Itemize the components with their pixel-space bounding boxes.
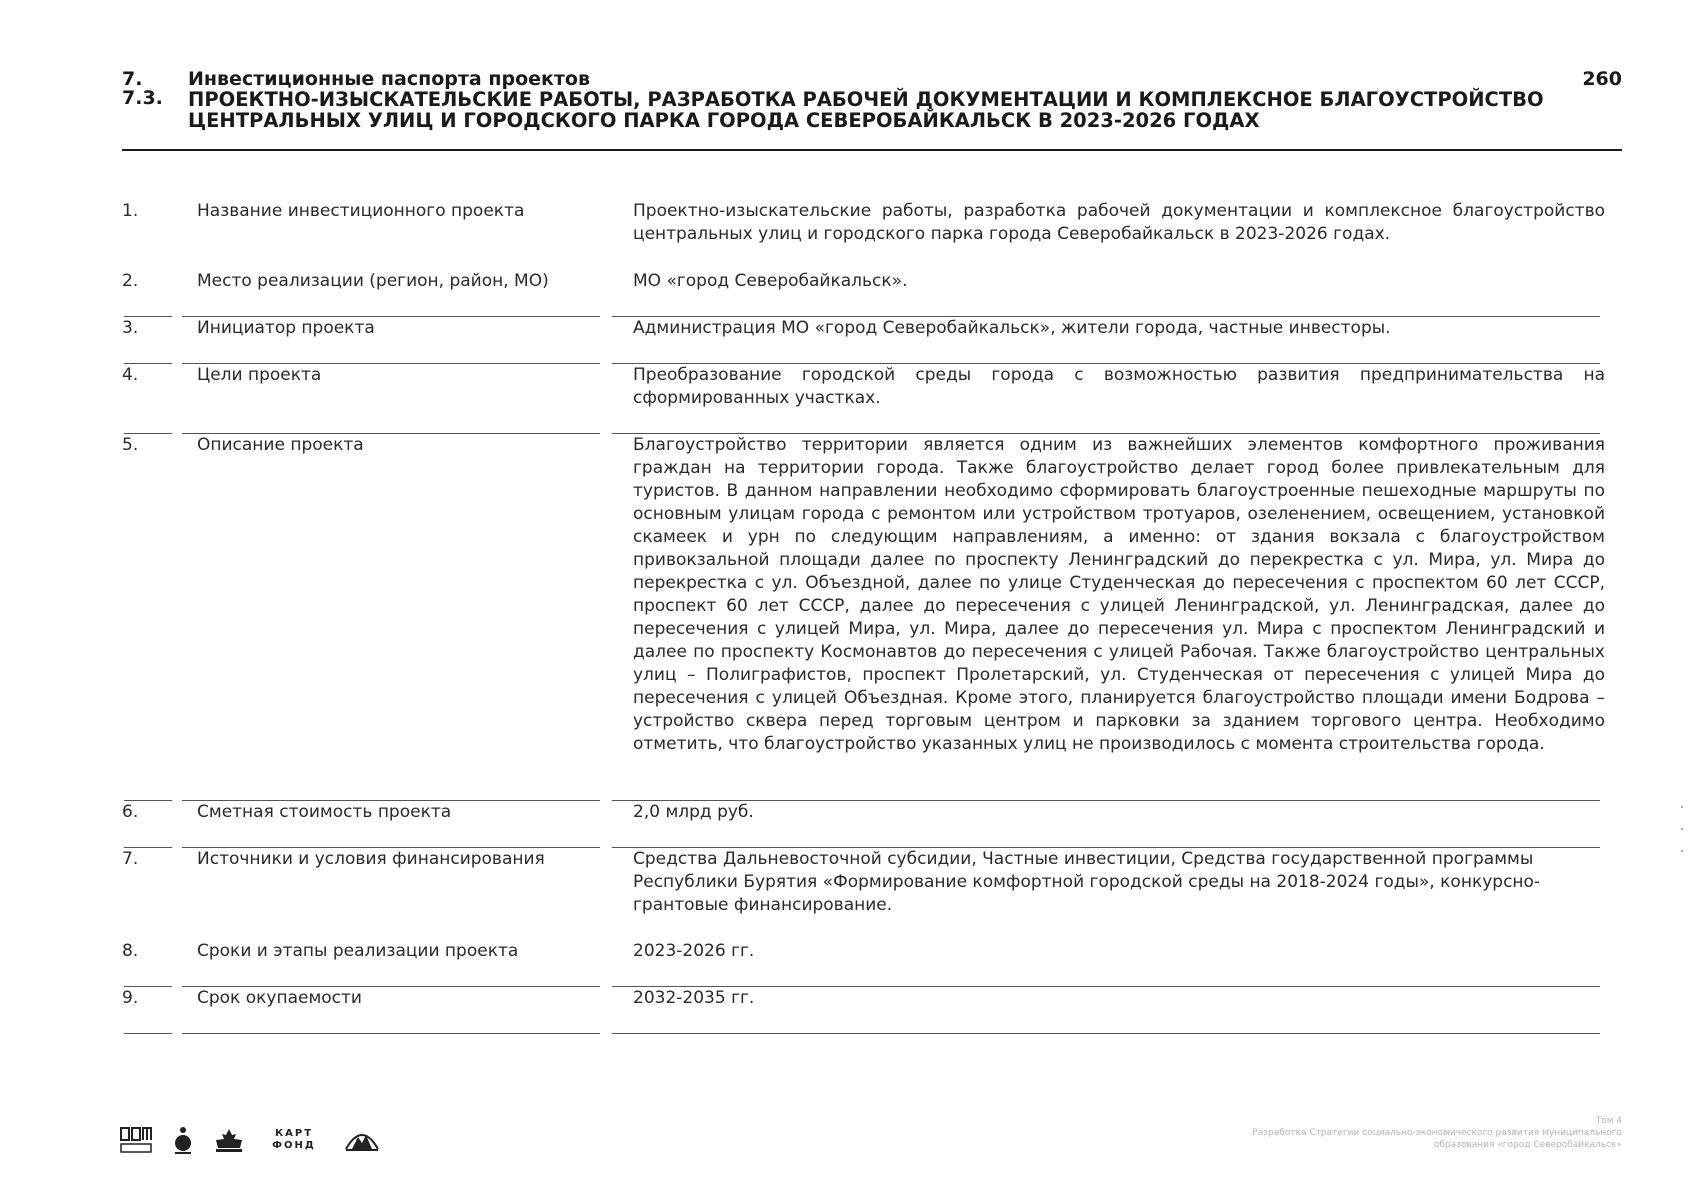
tick-mark [1681,850,1683,852]
table-row [122,364,1605,434]
subsection-title: ПРОЕКТНО-ИЗЫСКАТЕЛЬСКИЕ РАБОТЫ, РАЗРАБОТКА РАБОЧЕЙ ДОКУМЕНТАЦИИ И КОМПЛЕКСНОЕ БЛАГОУСТРОЙСТВО ЦЕНТРАЛЬНЫХ УЛИЦ И ГОРОДСКОГО ПАРКА ГОРОДА СЕВЕРОБАЙКАЛЬСК В 2023-2026 ГОДАХ [188,88,1544,132]
subsection-number: 7.3. [122,87,163,109]
document-footer [1202,1115,1622,1151]
section-heading [122,70,1622,89]
section-number: 7. [122,68,143,90]
table-row [122,987,1600,1034]
row-number: 3. [122,318,139,338]
row-label: Инициатор проекта [197,318,375,338]
table-row [122,848,1600,940]
row-number: 9. [122,988,139,1008]
row-value: МО «город Северобайкальск». [633,271,908,291]
row-value: Преобразование городской среды города с возможностью развития предпринимательства на сформированных участках. [633,365,1605,408]
table-row [122,200,1605,270]
bird-emblem-icon [214,1126,244,1154]
table-row [122,317,1600,364]
row-label: Описание проекта [197,435,364,455]
table-row [122,434,1605,801]
table-row [122,270,1600,317]
oom-logo-icon [120,1125,152,1155]
mountain-emblem-mark [344,1125,380,1155]
tick-mark [1681,828,1683,830]
row-number: 8. [122,941,139,961]
partner-logos [120,1125,380,1155]
row-label: Место реализации (регион, район, МО) [197,271,549,291]
footer-volume: Том 4 [1595,1116,1622,1126]
row-number: 6. [122,802,139,822]
kart-fond-logo-text: КАРТ ФОНД [272,1128,316,1151]
row-label: Сроки и этапы реализации проекта [197,941,519,961]
row-value: 2032-2035 гг. [633,988,755,1008]
row-value: Средства Дальневосточной субсидии, Частные инвестиции, Средства государственной программы Республики Бурятия «Формирование комфортной городской среды на 2018-2024 годы», конкурсно-грантовые финансирование. [633,849,1541,915]
oom-logo-mark [120,1125,152,1155]
project-passport-table [122,200,1605,1034]
header-rule [122,149,1622,151]
row-number: 4. [122,365,139,385]
row-value: 2023-2026 гг. [633,941,755,961]
footer-line-3: образования «город Северобайкальск» [1433,1140,1622,1150]
row-value: 2,0 млрд руб. [633,802,754,822]
row-divider [182,1033,600,1034]
footer-line-2: Разработка Стратегии социально-экономического развития муниципального [1252,1128,1622,1138]
row-number: 7. [122,849,139,869]
kart-fond-logo [264,1128,324,1152]
page-number: 260 [1582,68,1622,90]
row-value: Проектно-изыскательские работы, разработка рабочей документации и комплексное благоустройство центральных улиц и городского парка города Северобайкальск в 2023-2026 годах. [633,201,1605,244]
emblem-icon [172,1125,194,1155]
row-number: 2. [122,271,139,291]
row-value: Администрация МО «город Северобайкальск», жители города, частные инвесторы. [633,318,1391,338]
row-label: Цели проекта [197,365,322,385]
bird-emblem-mark [214,1126,244,1154]
mountain-emblem-icon [344,1125,380,1155]
row-label: Срок окупаемости [197,988,362,1008]
row-value: Благоустройство территории является одним из важнейших элементов комфортного проживания граждан на территории города. Также благоустройство делает город более привлекательным для туристов. В данном направлении необходимо сформировать благоустроенные пешеходные маршруты по основным улицам города с ремонтом или устройством тротуаров, озеленением, освещением, установкой скамеек и урн по следующим направлениям, а именно: от здания вокзала с благоустройством привокзальной площади далее по проспекту Ленинградский до перекрестка с ул. Мира, ул. Мира до перекрестка с ул. Объездной, далее по улице Студенческая до пересечения с проспектом 60 лет СССР, проспект 60 лет СССР, далее до пересечения с улицей Ленинградской, ул. Ленинградская, далее до пересечения с улицей Мира, ул. Мира, далее до пересечения ул. Мира с проспектом Ленинградский и далее по проспекту Космонавтов до пересечения с улицей Рабочая. Также благоустройство центральных улиц – Полиграфистов, проспект Пролетарский, ул. Студенческая от пересечения с улицей Мира до пересечения с улицей Объездная. Кроме этого, планируется благоустройство площади имени Бодрова – устройство сквера перед торговым центром и парковки за зданием торгового центра. Необходимо отметить, что благоустройство указанных улиц не производилось с момента строительства города. [633,435,1605,754]
table-row [122,801,1600,848]
margin-ticks [1681,806,1687,872]
table-row [122,940,1600,987]
emblem-mark [172,1125,194,1155]
row-number: 5. [122,435,139,455]
row-label: Сметная стоимость проекта [197,802,452,822]
subsection-heading [122,89,1622,131]
page-header [122,70,1622,131]
row-divider [612,1033,1600,1034]
row-divider [124,1033,172,1034]
tick-mark [1681,806,1683,808]
row-label: Источники и условия финансирования [197,849,545,869]
section-title: Инвестиционные паспорта проектов [188,68,591,90]
row-number: 1. [122,201,139,221]
row-label: Название инвестиционного проекта [197,201,525,221]
